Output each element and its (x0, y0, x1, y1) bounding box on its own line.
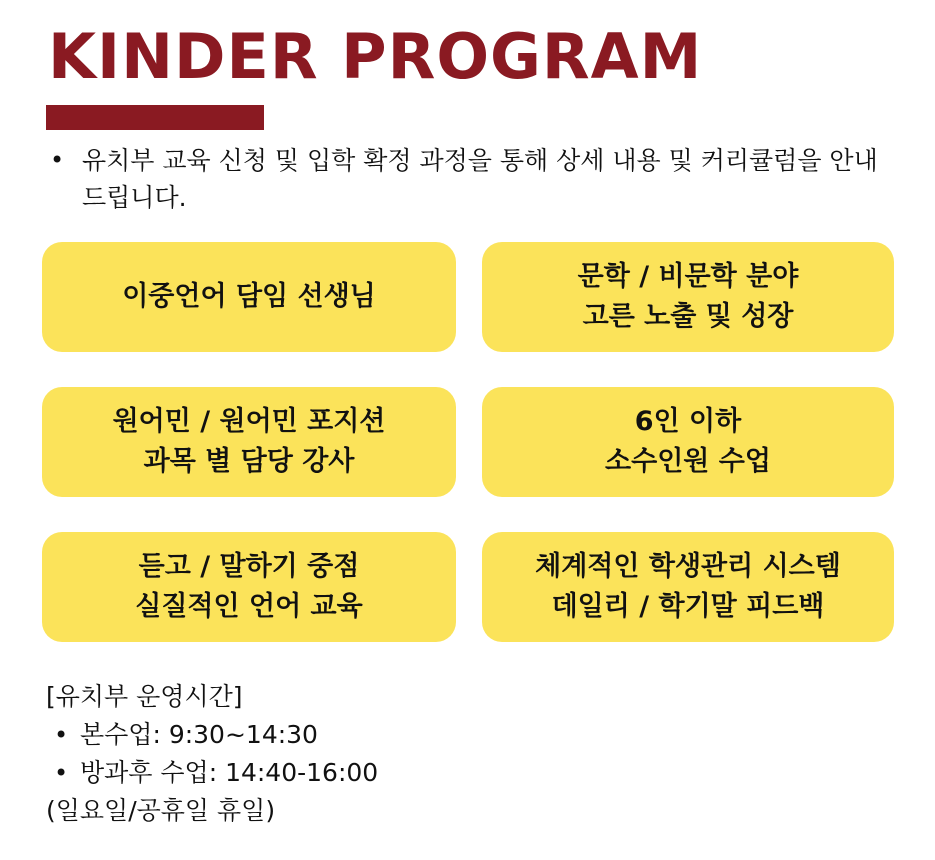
feature-card-speaking-focus (42, 532, 456, 642)
feature-card-native-instructors (42, 387, 456, 497)
feature-card-line2: 과목 별 담당 강사 (143, 446, 355, 477)
page-title: KINDER PROGRAM (48, 20, 703, 93)
feature-card-line2: 실질적인 언어 교육 (135, 591, 363, 622)
feature-card-line2: 소수인원 수업 (605, 446, 771, 477)
feature-card-small-class (482, 387, 894, 497)
feature-card-line1: 문학 / 비문학 분야 (577, 261, 799, 292)
feature-card-line1: 원어민 / 원어민 포지션 (112, 406, 386, 437)
feature-card-line2: 데일리 / 학기말 피드백 (551, 591, 825, 622)
feature-card-student-management (482, 532, 894, 642)
hours-item-main-class (46, 716, 378, 754)
hours-item-text: 방과후 수업: 14:40-16:00 (80, 758, 379, 787)
hours-heading: [유치부 운영시간] (46, 682, 243, 711)
title-underline-bar (46, 105, 264, 130)
bullet-icon: • (54, 721, 69, 749)
feature-card-line1: 체계적인 학생관리 시스템 (535, 551, 841, 582)
feature-card-literature (482, 242, 894, 352)
feature-card-line1: 6인 이하 (634, 406, 742, 437)
feature-card-line1: 듣고 / 말하기 중점 (138, 551, 360, 582)
bullet-icon: • (54, 759, 69, 787)
feature-card-line1: 이중언어 담임 선생님 (122, 281, 376, 312)
hours-item-after-school (46, 754, 378, 792)
feature-grid (42, 242, 894, 642)
bullet-icon: • (50, 146, 65, 174)
intro-text: 유치부 교육 신청 및 입학 확정 과정을 통해 상세 내용 및 커리큘럼을 안내드립니다. (82, 146, 878, 212)
hours-note: (일요일/공휴일 휴일) (46, 796, 276, 825)
intro-paragraph (48, 142, 898, 216)
feature-card-bilingual-teacher (42, 242, 456, 352)
operating-hours (46, 678, 378, 830)
feature-card-line2: 고른 노출 및 성장 (582, 301, 794, 332)
hours-item-text: 본수업: 9:30~14:30 (80, 720, 318, 749)
